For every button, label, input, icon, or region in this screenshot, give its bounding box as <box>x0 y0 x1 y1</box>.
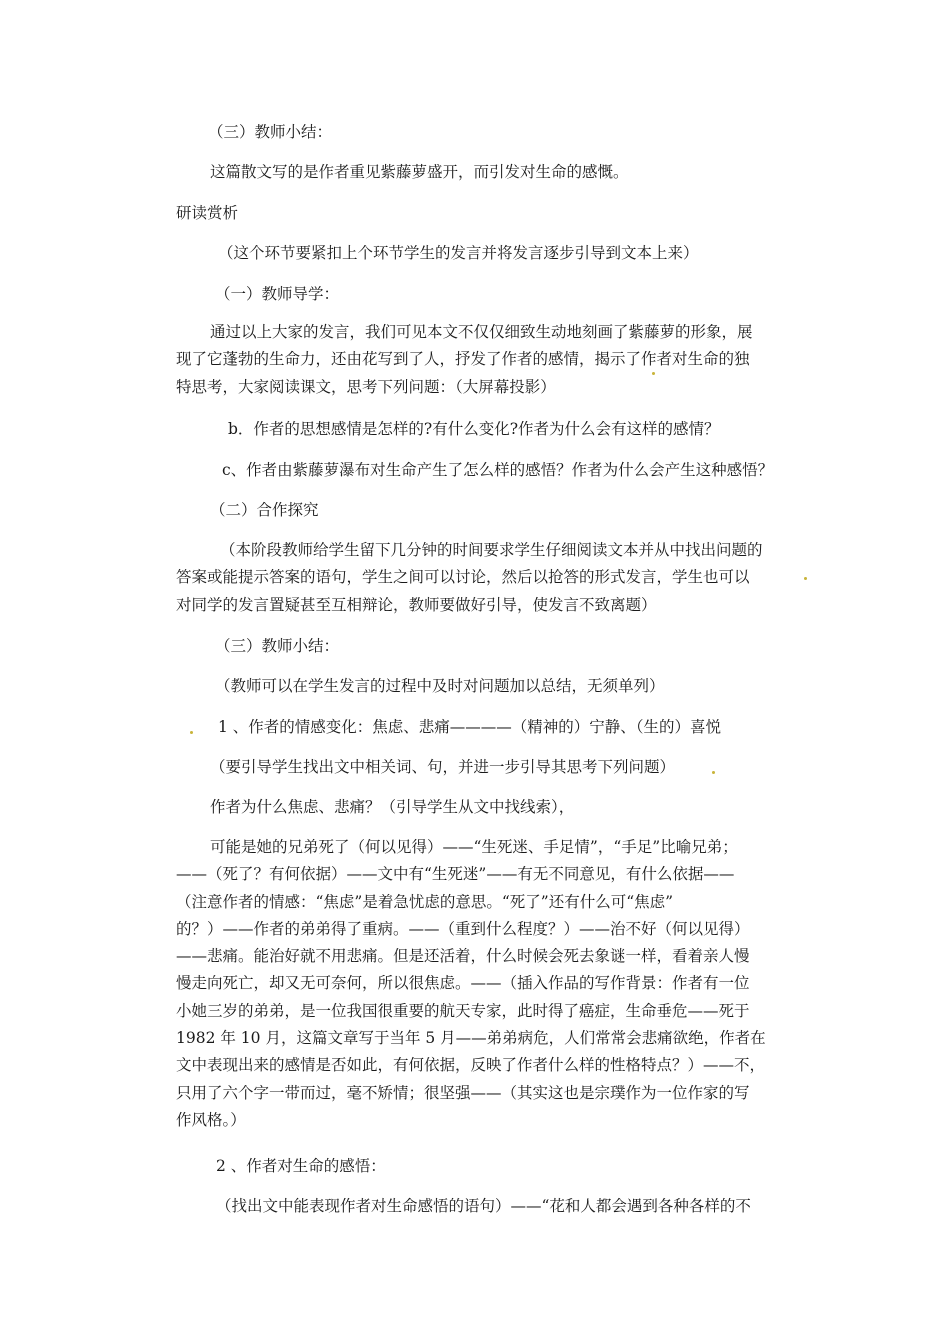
text-line: 文中表现出来的感情是否如此，有何依据，反映了作者什么样的性格特点？）——不， <box>176 1056 766 1075</box>
summary-paragraph: 这篇散文写的是作者重见紫藤萝盛开，而引发对生命的感慨。 <box>210 163 629 181</box>
text-line: 对同学的发言置疑甚至互相辩论，教师要做好引导，使发言不致离题） <box>176 595 657 614</box>
guidance-note: （要引导学生找出文中相关词、句，并进一步引导其思考下列问题） <box>210 758 676 776</box>
question-why-anxious: 作者为什么焦虑、悲痛？（引导学生从文中找线索）， <box>210 798 575 816</box>
text-line: ——悲痛。能治好就不用悲痛。但是还活着，什么时候会死去象谜一样，看着亲人慢 <box>176 947 750 966</box>
text-line: 可能是她的兄弟死了（何以见得）——“生死迷、手足情”，“手足”比喻兄弟； <box>210 838 738 856</box>
text-line: 只用了六个字一带而过，毫不矫情；很坚强——（其实这也是宗璞作为一位作家的写 <box>176 1083 750 1102</box>
insight-paragraph: （找出文中能表现作者对生命感悟的语句）——“花和人都会遇到各种各样的不 <box>216 1197 751 1215</box>
text-line: （本阶段教师给学生留下几分钟的时间要求学生仔细阅读文本并从中找出问题的 <box>220 541 763 559</box>
text-line: 答案或能提示答案的语句，学生之间可以讨论，然后以抢答的形式发言，学生也可以 <box>176 568 750 587</box>
analysis-paragraph <box>176 834 814 1134</box>
section-heading-cooperation: （二）合作探究 <box>210 501 319 519</box>
text-line: 现了它蓬勃的生命力，还由花写到了人，抒发了作者的感情，揭示了作者对生命的独 <box>176 350 750 369</box>
text-line: 小她三岁的弟弟，是一位我国很重要的航天专家，此时得了癌症，生命垂危——死于 <box>176 1001 750 1020</box>
scan-mark <box>804 577 807 580</box>
question-b: b．作者的思想感情是怎样的?有什么变化?作者为什么会有这样的感情？ <box>228 420 720 438</box>
scan-mark <box>652 372 655 375</box>
scan-mark <box>190 731 193 734</box>
text-line: 慢走向死亡，却又无可奈何，所以很焦虑。——（插入作品的写作背景：作者有一位 <box>176 974 750 993</box>
summary-note: （教师可以在学生发言的过程中及时对问题加以总结，无须单列） <box>215 677 665 695</box>
guide-paragraph <box>176 319 814 401</box>
section-title-reading-analysis: 研读赏析 <box>176 204 239 222</box>
text-line: （注意作者的情感：“焦虑”是着急忧虑的意思。“死了”还有什么可“焦虑” <box>176 892 674 911</box>
text-line: 特思考，大家阅读课文，思考下列问题：（大屏幕投影） <box>176 377 556 396</box>
text-line: ——（死了？有何依据）——文中有“生死迷”——有无不同意见，有什么依据—— <box>176 865 735 884</box>
text-line: 1982 年 10 月，这篇文章写于当年 5 月——弟弟病危，人们常常会悲痛欲绝，作者在 <box>176 1029 766 1048</box>
section-heading-teacher-summary-2: （三）教师小结： <box>215 637 340 655</box>
text-line: 通过以上大家的发言，我们可见本文不仅仅细致生动地刻画了紫藤萝的形象，展 <box>210 323 753 341</box>
cooperation-paragraph <box>176 537 814 619</box>
section-heading-teacher-summary: （三）教师小结： <box>208 123 333 141</box>
section-heading-teacher-guide: （一）教师导学： <box>215 285 340 303</box>
scan-mark <box>712 771 715 774</box>
text-line: 作风格。） <box>176 1110 246 1129</box>
text-line: 的？）——作者的弟弟得了重病。——（重到什么程度？）——治不好（何以见得） <box>176 919 750 938</box>
point-2-life-insight: 2 、作者对生命的感悟： <box>216 1157 386 1175</box>
question-c: c、作者由紫藤萝瀑布对生命产生了怎么样的感悟？作者为什么会产生这种感悟？ <box>222 461 774 479</box>
note-paragraph: （这个环节要紧扣上个环节学生的发言并将发言逐步引导到文本上来） <box>218 244 699 262</box>
point-1-emotion-change: 1 、作者的情感变化：焦虑、悲痛————（精神的）宁静、（生的）喜悦 <box>218 718 722 736</box>
